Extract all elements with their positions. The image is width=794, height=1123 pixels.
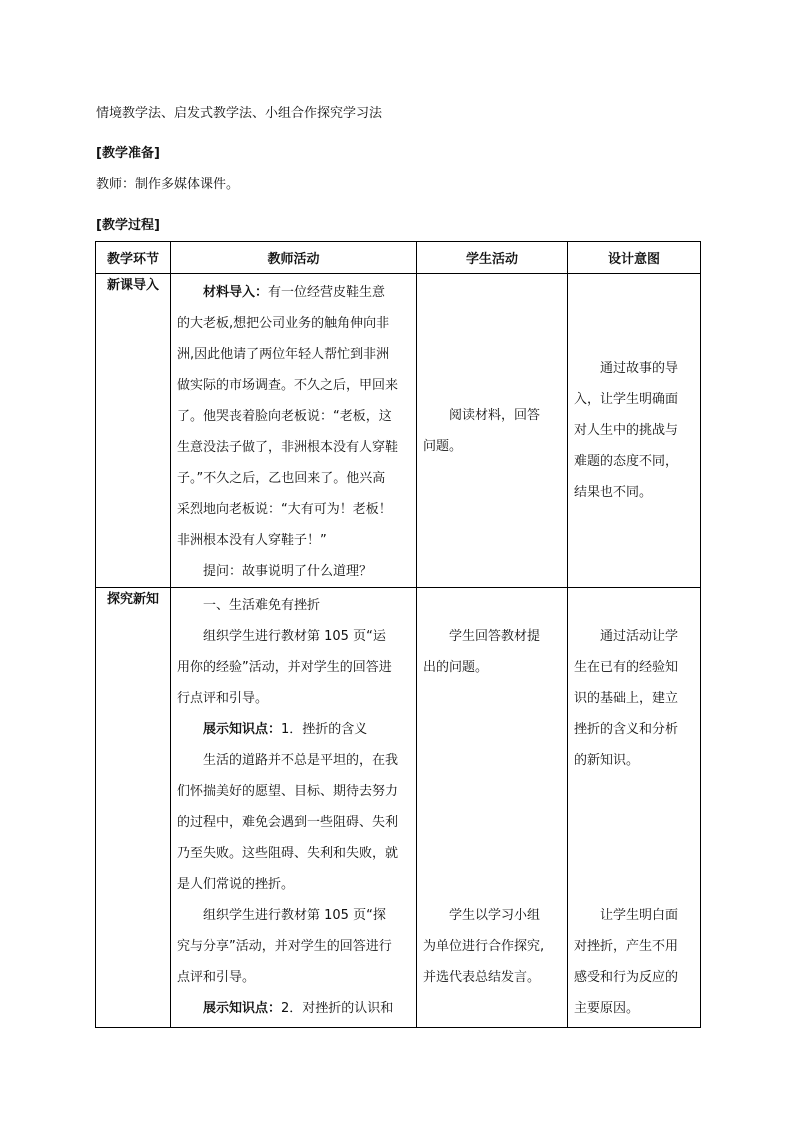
teacher-line: 洲,因此他请了两位年轻人帮忙到非洲 bbox=[177, 347, 390, 362]
prep-text: 教师：制作多媒体课件。 bbox=[96, 177, 240, 192]
teacher-line: 了。他哭丧着脸向老板说：“老板，这 bbox=[177, 409, 392, 424]
prep-heading: [教学准备] bbox=[96, 146, 160, 161]
header-teacher-activity: 教师活动 bbox=[171, 242, 417, 274]
student-line: 学生回答教材提 bbox=[449, 629, 541, 644]
design-intent-cell bbox=[568, 588, 701, 1028]
student-line: 问题。 bbox=[423, 438, 463, 454]
stage-cell: 探究新知 bbox=[96, 588, 171, 1028]
intent-line: 难题的态度不同， bbox=[574, 454, 679, 469]
teacher-line: 非洲根本没有人穿鞋子！” bbox=[177, 533, 327, 548]
intent-line: 通过故事的导 bbox=[600, 361, 679, 376]
teacher-activity-cell bbox=[171, 274, 417, 588]
teacher-line: 是人们常说的挫折。 bbox=[177, 877, 295, 892]
teacher-line: 提问：故事说明了什么道理？ bbox=[203, 564, 373, 579]
header-design-intent: 设计意图 bbox=[568, 242, 701, 274]
teacher-line: 的大老板,想把公司业务的触角伸向非 bbox=[177, 316, 390, 331]
intent-line: 生在已有的经验知 bbox=[574, 660, 679, 675]
intent-line: 入，让学生明确面 bbox=[574, 392, 679, 407]
teacher-line: 究与分享”活动，并对学生的回答进行 bbox=[177, 939, 392, 954]
teacher-line: 子。”不久之后，乙也回来了。他兴高 bbox=[177, 471, 386, 486]
intent-line: 对人生中的挑战与 bbox=[574, 423, 679, 438]
teacher-line: 展示知识点：1．挫折的含义 bbox=[203, 722, 368, 737]
intent-line: 对挫折，产生不用 bbox=[574, 939, 679, 954]
student-line: 学生以学习小组 bbox=[449, 908, 541, 923]
design-intent-cell bbox=[568, 274, 701, 588]
intent-line: 结果也不同。 bbox=[574, 485, 653, 500]
intent-line: 识的基础上，建立 bbox=[574, 691, 679, 706]
intent-line: 让学生明白面 bbox=[600, 908, 679, 923]
intent-line: 感受和行为反应的 bbox=[574, 970, 679, 985]
teacher-line: 生活的道路并不总是平坦的，在我 bbox=[203, 753, 399, 768]
stage-cell: 新课导入 bbox=[96, 274, 171, 588]
student-activity-cell bbox=[417, 588, 568, 1028]
student-line: 出的问题。 bbox=[423, 660, 489, 675]
teacher-line: 一、生活难免有挫折 bbox=[203, 598, 321, 613]
teacher-line: 行点评和引导。 bbox=[177, 691, 269, 706]
teacher-line: 采烈地向老板说：“大有可为！老板！ bbox=[177, 502, 392, 517]
header-stage: 教学环节 bbox=[96, 242, 171, 274]
teacher-line: 们怀揣美好的愿望、目标、期待去努力 bbox=[177, 784, 399, 799]
process-heading: [教学过程] bbox=[96, 218, 160, 233]
teacher-line: 生意没法子做了，非洲根本没有人穿鞋 bbox=[177, 440, 399, 455]
teacher-line: 用你的经验”活动，并对学生的回答进 bbox=[177, 660, 392, 675]
student-line: 为单位进行合作探究, bbox=[423, 939, 545, 954]
teacher-line: 组织学生进行教材第 105 页“探 bbox=[203, 908, 386, 923]
table-row bbox=[96, 274, 701, 588]
teacher-line: 材料导入：有一位经营皮鞋生意 bbox=[203, 285, 386, 300]
table-row bbox=[96, 588, 701, 1028]
teaching-methods-line: 情境教学法、启发式教学法、小组合作探究学习法 bbox=[96, 106, 383, 121]
teacher-activity-cell bbox=[171, 588, 417, 1028]
teacher-line: 组织学生进行教材第 105 页“运 bbox=[203, 629, 386, 644]
teacher-line: 展示知识点：2．对挫折的认识和 bbox=[203, 1001, 394, 1016]
intent-line: 通过活动让学 bbox=[600, 629, 679, 644]
teacher-line: 做实际的市场调查。不久之后，甲回来 bbox=[177, 378, 399, 393]
teacher-line: 点评和引导。 bbox=[177, 970, 256, 985]
intent-line: 的新知识。 bbox=[574, 753, 640, 768]
teacher-line: 的过程中，难免会遇到一些阻碍、失利 bbox=[177, 815, 399, 830]
intent-line: 主要原因。 bbox=[574, 1001, 640, 1016]
intent-line: 挫折的含义和分析 bbox=[574, 722, 679, 737]
header-student-activity: 学生活动 bbox=[417, 242, 568, 274]
table-header-row bbox=[96, 242, 701, 274]
lesson-process-table bbox=[95, 241, 701, 1028]
teacher-line: 乃至失败。这些阻碍、失利和失败，就 bbox=[177, 846, 399, 861]
student-line: 并选代表总结发言。 bbox=[423, 970, 541, 985]
student-activity-cell bbox=[417, 274, 568, 588]
student-line: 阅读材料，回答 bbox=[449, 407, 541, 423]
